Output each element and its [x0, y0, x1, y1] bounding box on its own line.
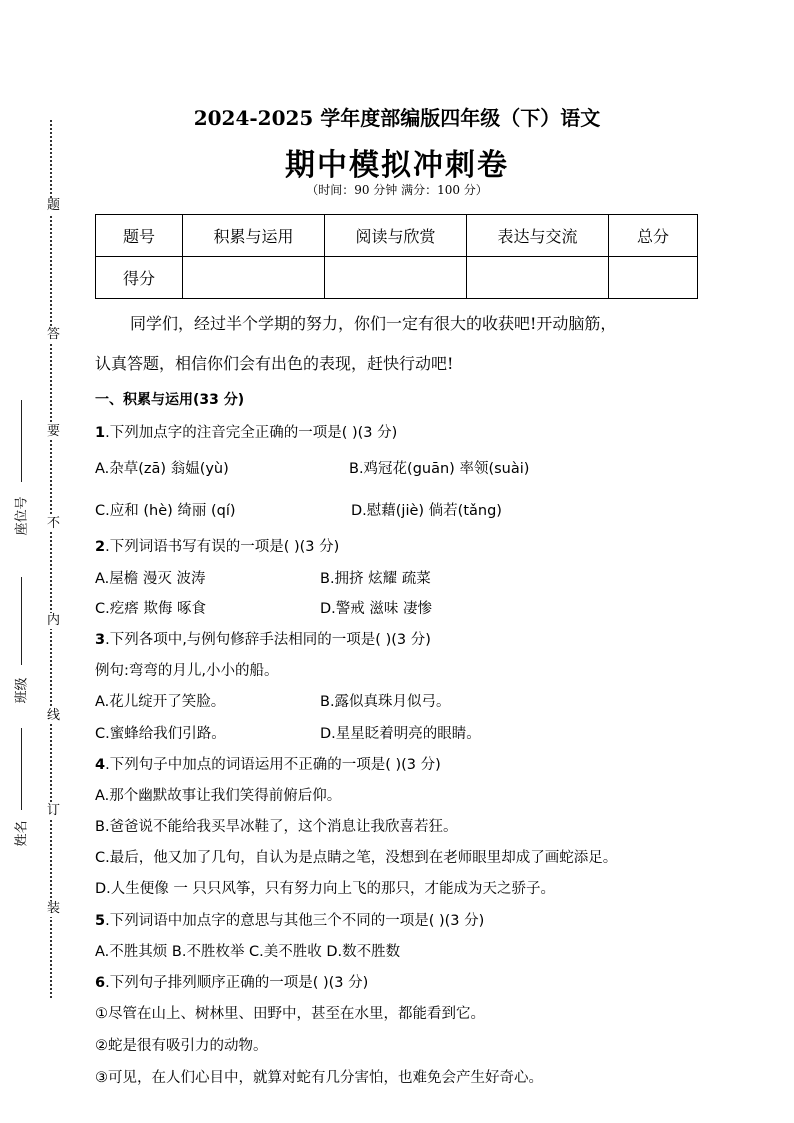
section-heading: 一、积累与运用(33 分) [95, 392, 245, 408]
question-text: .下列句子中加点的词语运用不正确的一项是( )(3 分) [105, 757, 441, 773]
question-5-options: A.不胜其烦 B.不胜枚举 C.美不胜收 D.数不胜数 [95, 944, 401, 960]
question-6-stem [95, 971, 368, 992]
score-table-score-row [96, 257, 698, 299]
question-1-option-a: A.杂草(zā) 翁媪(yù) [95, 461, 229, 477]
question-2-option-d: D.警戒 滋味 凄惨 [320, 601, 432, 617]
question-4-option-c: C.最后，他又加了几句，自认为是点睛之笔，没想到在老师眼里却成了画蛇添足。 [95, 850, 618, 866]
margin-char: 装 [47, 901, 61, 916]
margin-char: 订 [47, 803, 61, 818]
name-underline [21, 728, 22, 810]
question-number: 1 [95, 425, 106, 441]
question-4-option-a: A.那个幽默故事让我们笑得前俯后仰。 [95, 788, 342, 804]
margin-char: 题 [47, 198, 61, 213]
question-3-option-a: A.花儿绽开了笑脸。 [95, 694, 226, 710]
question-6-sentence-2: ②蛇是很有吸引力的动物。 [95, 1038, 268, 1054]
question-number: 6 [95, 975, 106, 991]
question-text: .下列各项中,与例句修辞手法相同的一项是( )(3 分) [105, 632, 431, 648]
name-label: 姓名 [14, 820, 30, 847]
score-table-header-row [96, 215, 698, 257]
score-cell[interactable] [183, 257, 325, 299]
margin-char: 不 [47, 516, 61, 531]
header-cell: 题号 [96, 215, 183, 257]
question-2-option-a: A.屋檐 漫灭 波涛 [95, 571, 206, 587]
time-info: （时间：90 分钟 满分：100 分） [306, 183, 488, 197]
question-3-stem [95, 628, 431, 649]
header-cell: 总分 [609, 215, 698, 257]
question-4-option-b: B.爸爸说不能给我买旱冰鞋了，这个消息让我欣喜若狂。 [95, 819, 458, 835]
question-1-stem [95, 421, 397, 442]
question-1-option-c: C.应和 (hè) 绮丽 (qí) [95, 503, 236, 519]
margin-char: 线 [47, 708, 61, 723]
binding-line [50, 120, 52, 998]
question-6-sentence-3: ③可见，在人们心目中，就算对蛇有几分害怕，也难免会产生好奇心。 [95, 1070, 543, 1086]
question-3-option-c: C.蜜蜂给我们引路。 [95, 726, 226, 742]
question-number: 4 [95, 757, 106, 773]
exam-title: 期中模拟冲刺卷 [285, 148, 509, 183]
intro-line-2: 认真答题，相信你们会有出色的表现，赶快行动吧! [95, 354, 454, 373]
question-2-option-b: B.拥挤 炫耀 疏菜 [320, 571, 431, 587]
question-1-option-d: D.慰藉(jiè) 倘若(tǎng) [351, 503, 502, 519]
question-number: 5 [95, 913, 106, 929]
question-6-sentence-1: ①尽管在山上、树林里、田野中，甚至在水里，都能看到它。 [95, 1006, 485, 1022]
question-4-option-d: D.人生便像 一 只只风筝，只有努力向上飞的那只，才能成为天之骄子。 [95, 881, 555, 897]
question-5-stem [95, 909, 484, 930]
header-cell: 表达与交流 [467, 215, 609, 257]
margin-char: 答 [47, 327, 61, 342]
question-number: 2 [95, 539, 106, 555]
score-cell[interactable] [325, 257, 467, 299]
question-text: .下列词语中加点字的意思与其他三个不同的一项是( )(3 分) [105, 913, 485, 929]
class-underline [21, 577, 22, 665]
seat-underline [21, 400, 22, 482]
margin-char: 要 [47, 424, 61, 439]
header-cell: 阅读与欣赏 [325, 215, 467, 257]
question-text: .下列句子排列顺序正确的一项是( )(3 分) [105, 975, 369, 991]
exam-subtitle: 2024-2025 学年度部编版四年级（下）语文 [193, 106, 601, 130]
question-number: 3 [95, 632, 106, 648]
row-label-cell: 得分 [96, 257, 183, 299]
class-label: 班级 [14, 677, 30, 704]
question-2-option-c: C.疙瘩 欺侮 啄食 [95, 601, 206, 617]
question-3-option-d: D.星星眨着明亮的眼睛。 [320, 726, 481, 742]
question-text: .下列词语书写有误的一项是( )(3 分) [105, 539, 340, 555]
question-2-stem [95, 535, 339, 556]
question-3-example: 例句:弯弯的月儿,小小的船。 [95, 663, 279, 679]
question-4-stem [95, 753, 441, 774]
question-3-option-b: B.露似真珠月似弓。 [320, 694, 451, 710]
seat-number-label: 座位号 [14, 496, 30, 536]
intro-line-1: 同学们，经过半个学期的努力，你们一定有很大的收获吧!开动脑筋， [130, 314, 617, 333]
score-cell[interactable] [467, 257, 609, 299]
score-table [95, 214, 698, 299]
question-text: .下列加点字的注音完全正确的一项是( )(3 分) [105, 425, 398, 441]
margin-char: 内 [47, 613, 61, 628]
question-1-option-b: B.鸡冠花(guān) 率领(suài) [349, 461, 530, 477]
header-cell: 积累与运用 [183, 215, 325, 257]
score-cell[interactable] [609, 257, 698, 299]
